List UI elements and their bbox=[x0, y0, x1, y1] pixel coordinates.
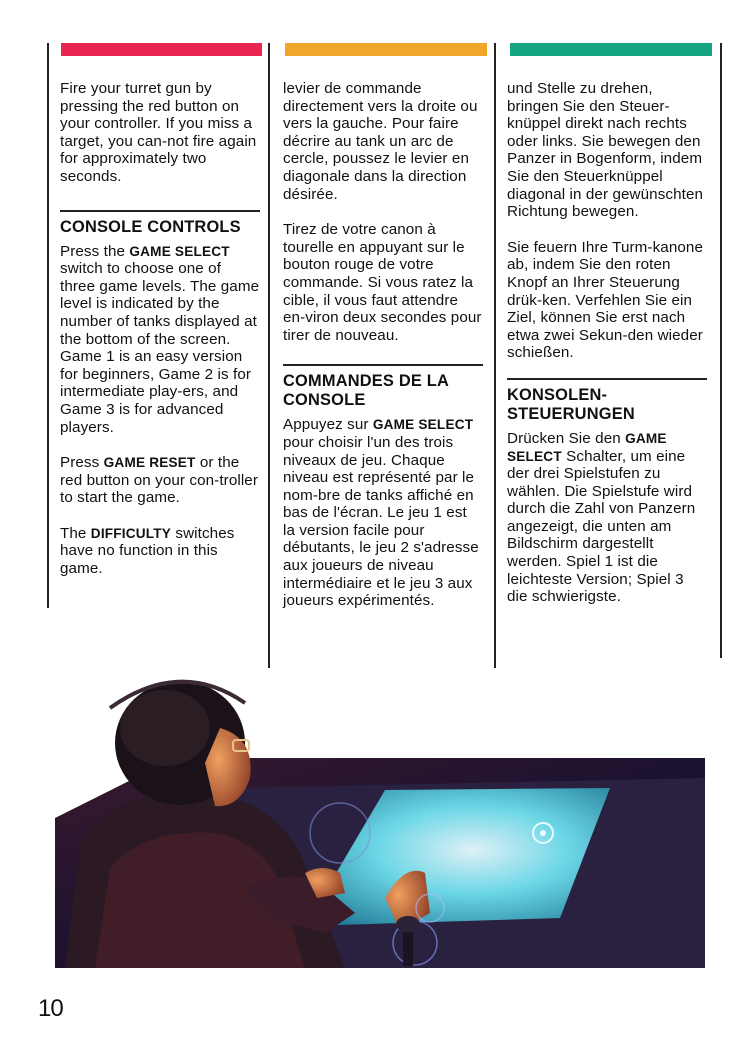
german-column bbox=[507, 80, 707, 606]
turret-gun-paragraph: Fire your turret gun by pressing the red button on your controller. If you miss a target, you can-not fire again for approximately two seconds. bbox=[60, 80, 257, 185]
turret-gun-paragraph: Sie feuern Ihre Turm-kanone ab, indem Sie den roten Knopf an Ihrer Steuerung drük-ken. Verfehlen Sie ein Ziel, können Sie erst nach etwa zwei Sekun-den wieder schießen. bbox=[507, 238, 704, 362]
right-rule bbox=[720, 43, 722, 658]
illustration-graphic bbox=[55, 668, 705, 973]
red-color-bar bbox=[61, 43, 262, 56]
french-column bbox=[283, 80, 483, 610]
section-rule bbox=[283, 364, 483, 366]
joystick-paragraph: und Stelle zu drehen, bringen Sie den Steuer-knüppel direkt nach rechts oder links. Sie bewegen den Panzer in Bogenform, indem Sie den Steuerknüppel diagonal in der gewünschten Richtung bewegen. bbox=[507, 80, 704, 221]
green-color-bar bbox=[510, 43, 712, 56]
console-controls-heading: COMMANDES DE LA CONSOLE bbox=[283, 372, 449, 410]
console-controls-heading: KONSOLEN-STEUERUNGEN bbox=[507, 385, 635, 423]
game-reset-paragraph: Press GAME RESET or the red button on your con-troller to start the game. bbox=[60, 454, 259, 507]
game-select-paragraph: Drücken Sie den GAME SELECT Schalter, um eine der drei Spielstufen zu wählen. Die Spielstufe wird durch die Zahl von Panzern angezeigt, die unten am Bildschirm dargestellt werden. Spiel 1 ist die leichteste Version; Spiel 3 die schwierigste. bbox=[507, 429, 696, 606]
english-column bbox=[60, 80, 260, 578]
joystick-paragraph: levier de commande directement vers la droite ou vers la gauche. Pour faire décrire au tank un arc de cercle, poussez le levier en diagonale dans la direction désirée. bbox=[283, 80, 478, 203]
page-number: 10 bbox=[38, 995, 63, 1022]
divider-rule-2 bbox=[494, 43, 496, 693]
game-select-paragraph: Appuyez sur GAME SELECT pour choisir l'un des trois niveaux de jeu. Chaque niveau est représenté par le nom-bre de tanks affiché en bas de l'écran. Le jeu 1 est la version facile pour débutants, le jeu 2 s'adresse aux joueurs de niveau intermédiaire et le jeu 3 aux joueurs expérimentés. bbox=[283, 416, 479, 610]
section-rule bbox=[507, 378, 707, 380]
orange-color-bar bbox=[285, 43, 487, 56]
tank-commander-illustration bbox=[55, 668, 705, 973]
section-rule bbox=[60, 210, 260, 212]
turret-gun-paragraph: Tirez de votre canon à tourelle en appuyant sur le bouton rouge de votre commande. Si vous ratez la cible, il vous faut attendre en-viron deux secondes pour tirer de nouveau. bbox=[283, 221, 482, 344]
divider-rule-1 bbox=[268, 43, 270, 693]
console-controls-heading: CONSOLE CONTROLS bbox=[60, 217, 241, 236]
left-rule bbox=[47, 43, 49, 608]
difficulty-paragraph: The DIFFICULTY switches have no function in this game. bbox=[60, 524, 235, 578]
game-select-paragraph: Press the GAME SELECT switch to choose one of three game levels. The game level is indicated by the number of tanks displayed at the bottom of the screen. Game 1 is an easy version for beginners, Game 2 is for intermediate play-ers, and Game 3 is for advanced players. bbox=[60, 242, 260, 436]
